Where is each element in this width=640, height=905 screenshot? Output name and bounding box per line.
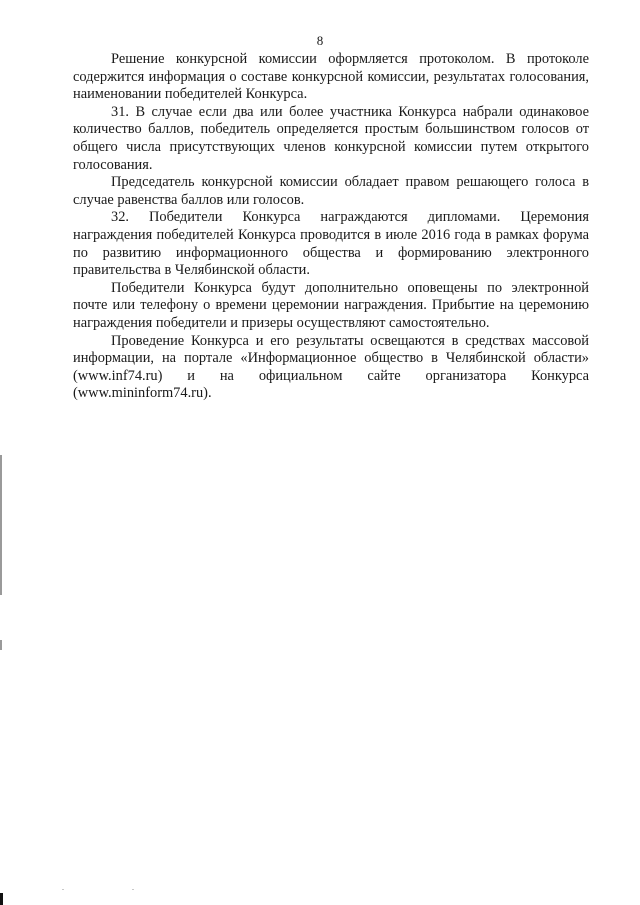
paragraph-clause-31: 31. В случае если два или более участника Конкурса набрали одинаковое количество баллов, победитель определяется простым большинством голосов от общего числа присутствующих членов конкурсной комиссии путем открытого голосования.: [73, 103, 589, 173]
paragraph-chairman-vote: Председатель конкурсной комиссии обладает правом решающего голоса в случае равенства баллов или голосов.: [73, 174, 589, 208]
scan-speck: [62, 889, 64, 890]
scan-corner-mark: [0, 893, 3, 905]
scan-edge-mark: [0, 640, 2, 650]
paragraph-notification: Победители Конкурса будут дополнительно оповещены по электронной почте или телефону о времени церемонии награждения. Прибытие на церемонию награждения победители и призеры осуществляют самостоятельно.: [73, 279, 589, 331]
paragraph-clause-32: 32. Победители Конкурса награждаются дипломами. Церемония награждения победителей Конкурса проводится в июле 2016 года в рамках форума по развитию информационного общества и формированию электронного правительства в Челябинской области.: [73, 209, 589, 279]
scan-speck: [132, 889, 134, 890]
document-body: [73, 51, 589, 403]
paragraph-commission-protocol: Решение конкурсной комиссии оформляется протоколом. В протоколе содержится информация о составе конкурсной комиссии, результатах голосования, наименовании победителей Конкурса.: [73, 51, 589, 103]
scan-edge-mark: [0, 455, 2, 595]
page-number: 8: [316, 33, 324, 48]
paragraph-media-coverage: Проведение Конкурса и его результаты освещаются в средствах массовой информации, на портале «Информационное общество в Челябинской области» (www.inf74.ru) и на официальном сайте организатора Конкурса (www.mininform74.ru).: [73, 332, 589, 402]
